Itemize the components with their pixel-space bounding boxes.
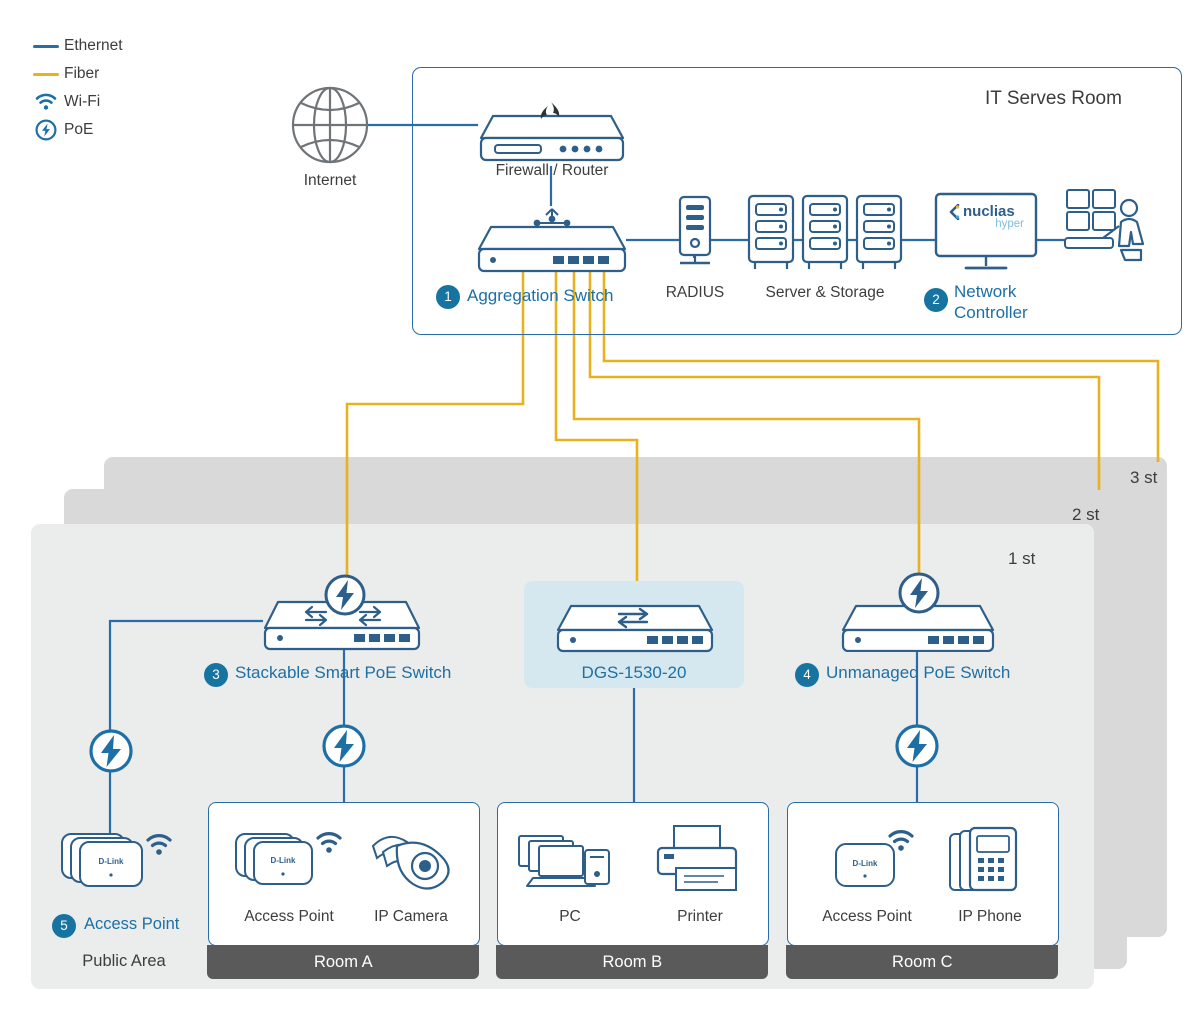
- fiber-line-icon: [28, 73, 64, 76]
- room-a-access-point-label: Access Point: [244, 908, 334, 925]
- legend-item-wifi: [28, 88, 218, 116]
- room-c-access-point-icon: [826, 818, 930, 901]
- room-c-label: Room C: [892, 953, 953, 971]
- stackable-switch-poe-badge: [323, 573, 367, 622]
- admin-workstation-icon: [1063, 186, 1163, 281]
- dgs-1530-20-label: DGS-1530-20: [581, 663, 687, 682]
- badge-4: 4: [795, 663, 819, 687]
- pc-icon: [517, 828, 623, 895]
- stackable-smart-poe-switch-label: Stackable Smart PoE Switch: [235, 663, 452, 682]
- aggregation-switch-label: Aggregation Switch: [467, 286, 614, 305]
- nuclias-sub: hyper: [995, 218, 1024, 230]
- poe-badge-public-area: [88, 728, 134, 779]
- legend-label-poe: PoE: [64, 121, 94, 138]
- ip-phone-icon: [948, 826, 1038, 901]
- ip-phone-label: IP Phone: [958, 908, 1022, 925]
- room-c-access-point-label: Access Point: [822, 908, 912, 925]
- wifi-icon: [28, 93, 64, 111]
- room-a-footer: [207, 945, 479, 979]
- room-c-footer: [786, 945, 1058, 979]
- room-b-label: Room B: [602, 953, 663, 971]
- room-a-access-point-icon: [232, 818, 354, 899]
- legend-item-fiber: [28, 60, 218, 88]
- radius-server-icon: [674, 195, 716, 278]
- nuclias-wordmark: nuclias: [963, 203, 1015, 220]
- firewall-router-label: Firewall / Router: [495, 162, 609, 179]
- floor-2-label: 2 st: [1072, 505, 1100, 524]
- badge-2: 2: [924, 288, 948, 312]
- badge-3: 3: [204, 663, 228, 687]
- floor-3-label: 3 st: [1130, 468, 1158, 487]
- ip-camera-icon: [367, 826, 459, 897]
- legend-item-ethernet: [28, 32, 218, 60]
- server-storage-icon: [745, 192, 905, 277]
- badge-5: 5: [52, 914, 76, 938]
- printer-label: Printer: [677, 908, 723, 925]
- svg-text:D-Link: D-Link: [270, 856, 296, 865]
- public-area-label: Public Area: [82, 952, 166, 970]
- printer-icon: [652, 824, 748, 897]
- internet-label: Internet: [303, 172, 357, 189]
- it-serves-room-title: IT Serves Room: [985, 88, 1122, 109]
- public-area-access-point-icon: [58, 820, 188, 903]
- ip-camera-label: IP Camera: [374, 908, 448, 925]
- server-storage-label: Server & Storage: [765, 284, 885, 301]
- ethernet-line-icon: [28, 45, 64, 48]
- aggregation-switch-icon: [477, 205, 627, 280]
- unmanaged-poe-switch-label: Unmanaged PoE Switch: [826, 663, 1011, 682]
- dgs-1530-20-icon: [555, 590, 715, 659]
- nuclias-logo: [948, 203, 1024, 230]
- poe-badge-room-c: [894, 723, 940, 774]
- poe-badge-room-a: [321, 723, 367, 774]
- svg-text:D-Link: D-Link: [852, 859, 878, 868]
- public-area-device-label: Access Point: [84, 915, 180, 933]
- radius-label: RADIUS: [665, 284, 725, 301]
- room-a-label: Room A: [313, 953, 373, 971]
- legend-label-ethernet: Ethernet: [64, 37, 123, 54]
- internet-globe-icon: [290, 85, 370, 170]
- room-b-footer: [496, 945, 768, 979]
- legend-label-wifi: Wi-Fi: [64, 93, 101, 110]
- nuclias-mark-icon: [948, 204, 960, 220]
- pc-label: PC: [559, 908, 581, 925]
- poe-icon: [28, 119, 64, 141]
- legend-item-poe: [28, 116, 218, 144]
- floor-1-label: 1 st: [1008, 549, 1036, 568]
- legend-label-fiber: Fiber: [64, 65, 100, 82]
- unmanaged-switch-poe-badge: [897, 571, 941, 620]
- badge-1: 1: [436, 285, 460, 309]
- network-controller-label: Network Controller: [954, 282, 1028, 322]
- legend: [28, 32, 218, 144]
- svg-text:D-Link: D-Link: [98, 857, 124, 866]
